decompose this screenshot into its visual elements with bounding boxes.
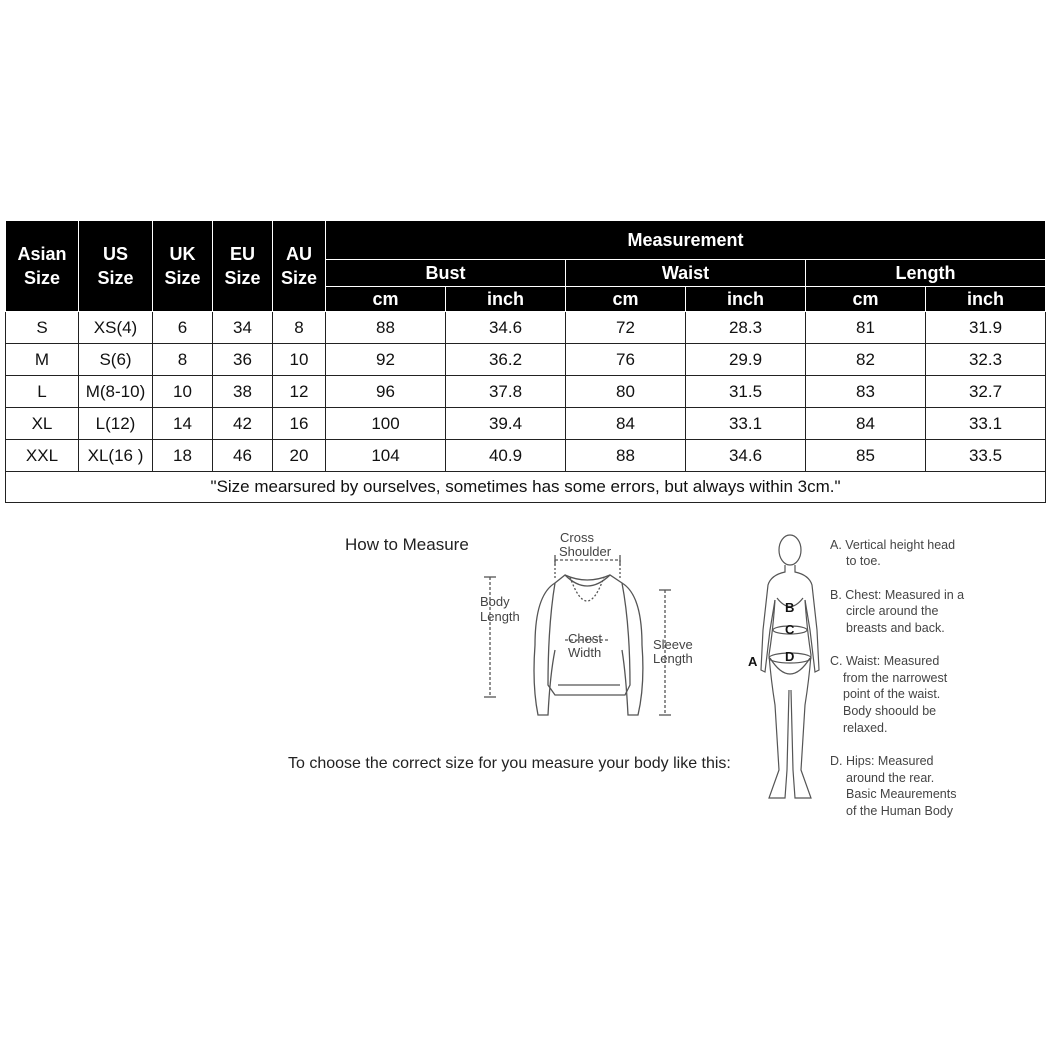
header-au-size: AU Size — [273, 221, 326, 312]
cell: 29.9 — [686, 344, 806, 376]
cell: 38 — [213, 376, 273, 408]
table-row — [6, 376, 1046, 408]
desc-a-line2: to toe. — [846, 554, 881, 568]
cell: 37.8 — [446, 376, 566, 408]
cell: L — [6, 376, 79, 408]
header-bust-cm: cm — [326, 287, 446, 312]
cell: 104 — [326, 440, 446, 472]
cell: 20 — [273, 440, 326, 472]
cell: 10 — [153, 376, 213, 408]
cell: M — [6, 344, 79, 376]
label-sleeve-length: Length — [653, 651, 693, 666]
header-bust: Bust — [326, 260, 566, 287]
cell: 88 — [566, 440, 686, 472]
label-body-length: Length — [480, 609, 520, 624]
how-to-measure-title: How to Measure — [345, 535, 469, 554]
desc-c-line4: Body shoould be — [843, 704, 937, 718]
header-waist-inch: inch — [686, 287, 806, 312]
cell: 16 — [273, 408, 326, 440]
cell: 34 — [213, 312, 273, 344]
cell: 84 — [806, 408, 926, 440]
table-row — [6, 344, 1046, 376]
header-asian-size: Asian Size — [6, 221, 79, 312]
cell: 8 — [273, 312, 326, 344]
cell: 12 — [273, 376, 326, 408]
body-figure-illustration — [755, 530, 825, 810]
cell: 88 — [326, 312, 446, 344]
cell: 36 — [213, 344, 273, 376]
cell: 84 — [566, 408, 686, 440]
cell: 6 — [153, 312, 213, 344]
cell: 32.3 — [926, 344, 1046, 376]
cell: 40.9 — [446, 440, 566, 472]
cell: 18 — [153, 440, 213, 472]
label-width: Width — [568, 645, 602, 660]
cell: L(12) — [79, 408, 153, 440]
cell: 82 — [806, 344, 926, 376]
desc-c-line2: from the narrowest — [843, 671, 948, 685]
label-cross: Cross — [560, 530, 594, 545]
note-row — [6, 472, 1046, 503]
header-length-inch: inch — [926, 287, 1046, 312]
cell: S(6) — [79, 344, 153, 376]
cell: 39.4 — [446, 408, 566, 440]
label-body: Body — [480, 594, 510, 609]
cell: 33.5 — [926, 440, 1046, 472]
desc-b-line3: breasts and back. — [846, 621, 945, 635]
desc-d-line3: Basic Meaurements — [846, 787, 957, 801]
cell: 33.1 — [926, 408, 1046, 440]
cell: 31.9 — [926, 312, 1046, 344]
label-sleeve: Sleeve — [653, 637, 693, 652]
desc-c-line3: point of the waist. — [843, 687, 941, 701]
cell: M(8-10) — [79, 376, 153, 408]
cell: 8 — [153, 344, 213, 376]
cell: 42 — [213, 408, 273, 440]
measure-instruction: To choose the correct size for you measure your body like this: — [288, 755, 731, 772]
header-measurement: Measurement — [326, 221, 1046, 260]
cell: 83 — [806, 376, 926, 408]
cell: XL(16 ) — [79, 440, 153, 472]
header-length: Length — [806, 260, 1046, 287]
body-letter-b: B — [785, 600, 795, 615]
body-letter-a: A — [748, 654, 758, 669]
cell: 28.3 — [686, 312, 806, 344]
body-letter-d: D — [785, 649, 795, 664]
desc-a-line1: A. Vertical height head — [830, 538, 956, 552]
cell: 96 — [326, 376, 446, 408]
desc-b-line1: B. Chest: Measured in a — [830, 588, 965, 602]
cell: 46 — [213, 440, 273, 472]
header-waist-cm: cm — [566, 287, 686, 312]
cell: 72 — [566, 312, 686, 344]
desc-b-line2: circle around the — [846, 604, 939, 618]
cell: 85 — [806, 440, 926, 472]
cell: 31.5 — [686, 376, 806, 408]
header-bust-inch: inch — [446, 287, 566, 312]
desc-d-line4: of the Human Body — [846, 804, 954, 818]
cell: XXL — [6, 440, 79, 472]
table-row — [6, 408, 1046, 440]
desc-c-line1: C. Waist: Measured — [830, 654, 940, 668]
cell: 10 — [273, 344, 326, 376]
cell: 14 — [153, 408, 213, 440]
cell: XS(4) — [79, 312, 153, 344]
label-chest: Chest — [568, 631, 602, 646]
header-length-cm: cm — [806, 287, 926, 312]
desc-c-line5: relaxed. — [843, 721, 888, 735]
size-chart-table — [5, 220, 1046, 503]
table-row — [6, 312, 1046, 344]
cell: 81 — [806, 312, 926, 344]
size-note: "Size mearsured by ourselves, sometimes has some errors, but always within 3cm." — [6, 472, 1046, 503]
cell: XL — [6, 408, 79, 440]
desc-d-line2: around the rear. — [846, 771, 935, 785]
desc-d-line1: D. Hips: Measured — [830, 754, 934, 768]
cell: S — [6, 312, 79, 344]
cell: 80 — [566, 376, 686, 408]
cell: 34.6 — [686, 440, 806, 472]
cell: 76 — [566, 344, 686, 376]
header-us-size: US Size — [79, 221, 153, 312]
body-letter-c: C — [785, 622, 795, 637]
header-eu-size: EU Size — [213, 221, 273, 312]
cell: 32.7 — [926, 376, 1046, 408]
cell: 92 — [326, 344, 446, 376]
header-uk-size: UK Size — [153, 221, 213, 312]
header-waist: Waist — [566, 260, 806, 287]
cell: 36.2 — [446, 344, 566, 376]
table-row — [6, 440, 1046, 472]
cell: 34.6 — [446, 312, 566, 344]
label-shoulder: Shoulder — [559, 544, 612, 559]
cell: 33.1 — [686, 408, 806, 440]
cell: 100 — [326, 408, 446, 440]
